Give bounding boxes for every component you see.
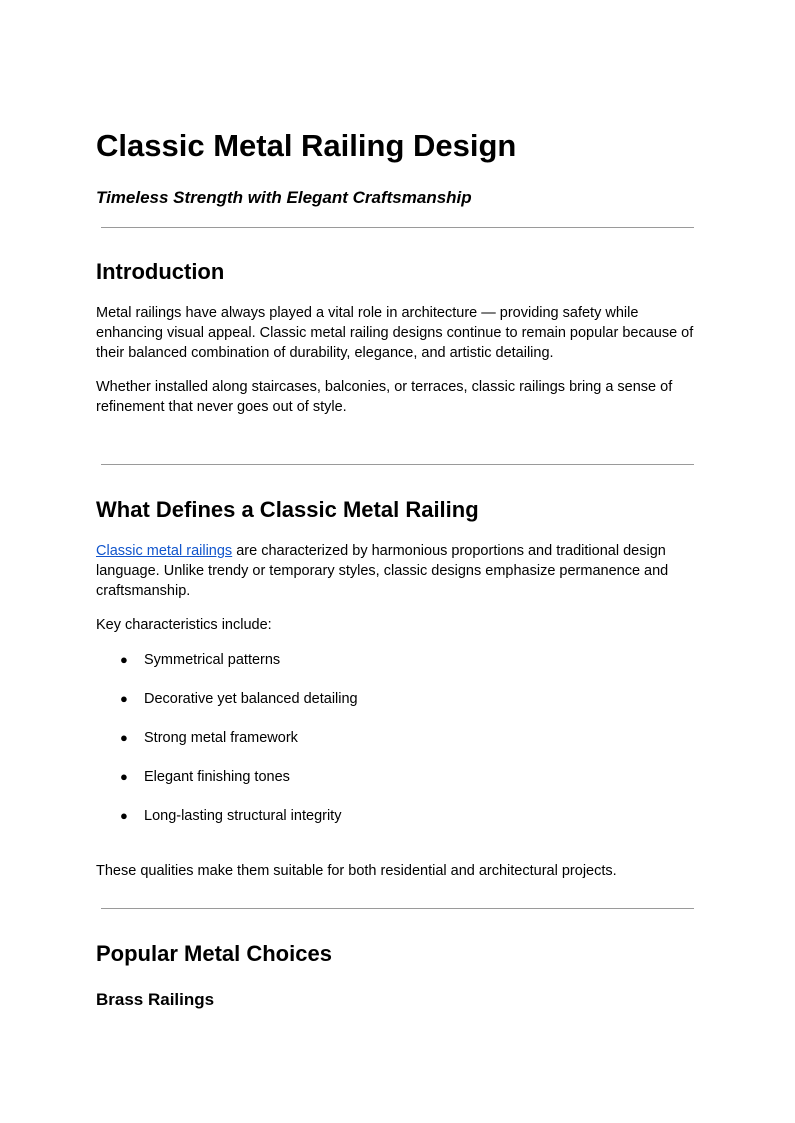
characteristics-list xyxy=(96,650,696,845)
document-subtitle: Timeless Strength with Elegant Craftsmanship xyxy=(96,188,472,207)
section-heading-defines: What Defines a Classic Metal Railing xyxy=(96,497,479,522)
horizontal-rule xyxy=(101,464,694,465)
list-item-text: Elegant finishing tones xyxy=(144,769,290,785)
list-item-text: Long-lasting structural integrity xyxy=(144,808,342,824)
key-characteristics-intro: Key characteristics include: xyxy=(96,617,272,633)
intro-paragraph-1: Metal railings have always played a vital role in architecture — providing safety while enhancing visual appeal. Classic metal railing designs continue to remain popular because of their balanced combination of durability, elegance, and artistic detailing. xyxy=(96,305,694,361)
list-item xyxy=(96,806,696,845)
list-item xyxy=(96,767,696,806)
classic-metal-railings-link[interactable]: Classic metal railings xyxy=(96,543,233,559)
bullet-icon: ● xyxy=(120,808,128,823)
horizontal-rule xyxy=(101,908,694,909)
list-item-text: Decorative yet balanced detailing xyxy=(144,691,358,707)
list-item xyxy=(96,650,696,689)
list-item-text: Symmetrical patterns xyxy=(144,652,281,668)
horizontal-rule xyxy=(101,227,694,228)
bullet-icon: ● xyxy=(120,691,128,706)
list-item-text: Strong metal framework xyxy=(144,730,298,746)
document-title: Classic Metal Railing Design xyxy=(96,128,517,163)
bullet-icon: ● xyxy=(120,652,128,667)
list-item xyxy=(96,728,696,767)
section-heading-introduction: Introduction xyxy=(96,259,225,284)
intro-paragraph-2: Whether installed along staircases, balconies, or terraces, classic railings bring a sense of refinement that never goes out of style. xyxy=(96,379,673,415)
section-heading-metals: Popular Metal Choices xyxy=(96,941,332,966)
defines-paragraph-1-text: are characterized by harmonious proportions and traditional design language. Unlike trendy or temporary styles, classic designs emphasize permanence and craftsmanship. xyxy=(96,543,669,599)
bullet-icon: ● xyxy=(120,769,128,784)
list-item xyxy=(96,689,696,728)
subsection-heading-brass: Brass Railings xyxy=(96,990,215,1009)
defines-paragraph-1 xyxy=(96,541,696,601)
defines-conclusion: These qualities make them suitable for both residential and architectural projects. xyxy=(96,863,617,879)
bullet-icon: ● xyxy=(120,730,128,745)
